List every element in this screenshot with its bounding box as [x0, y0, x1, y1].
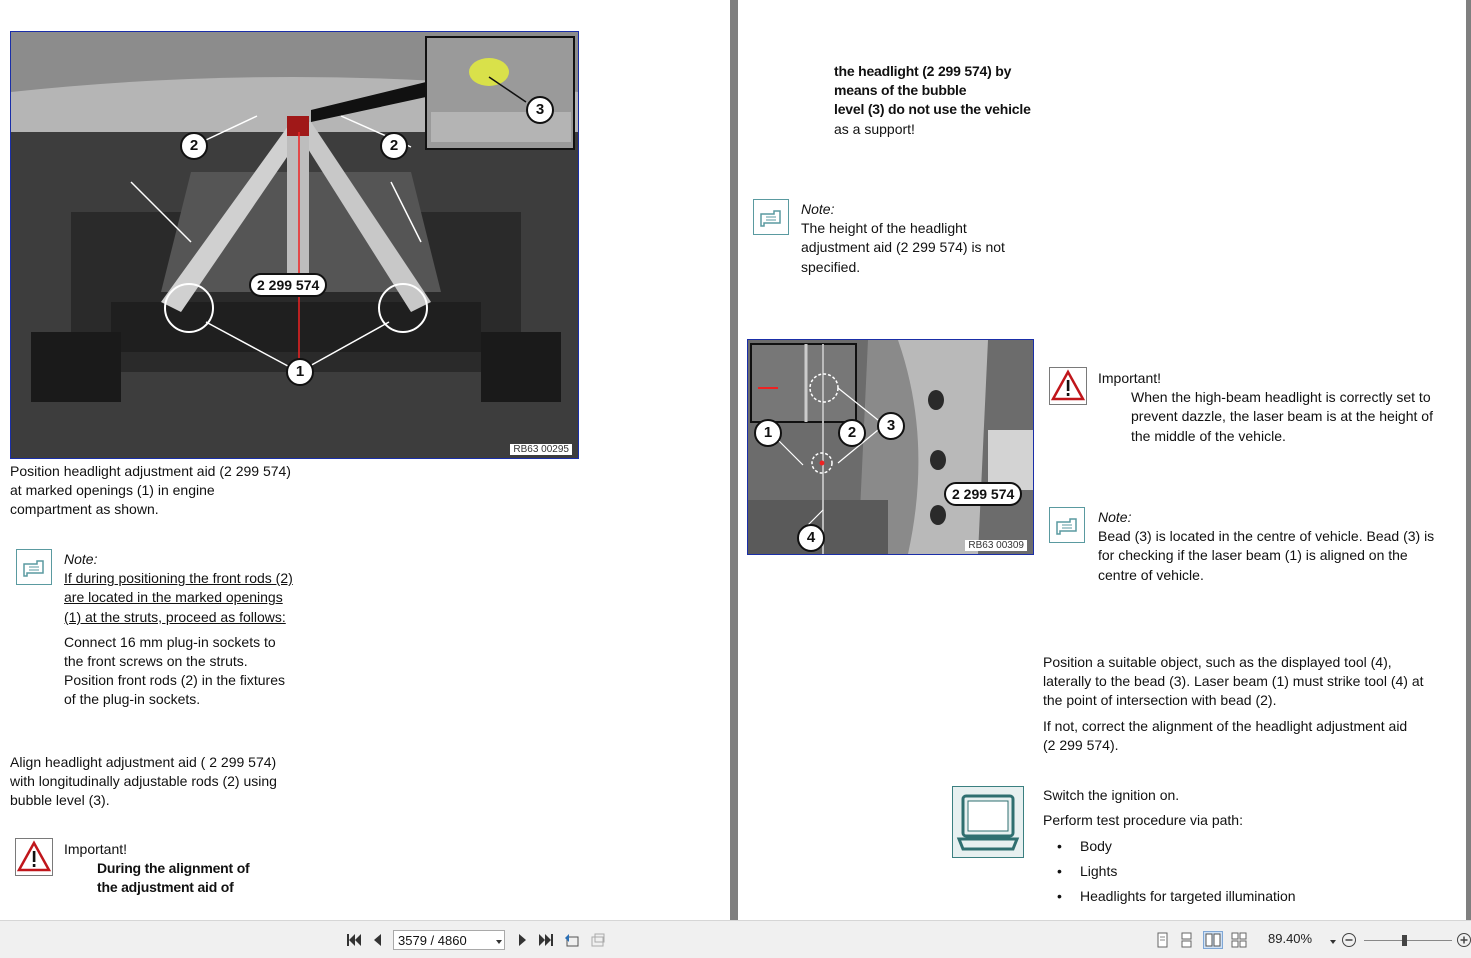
note-block-3: Note: Bead (3) is located in the centre of vehicle. Bead (3) is for checking if the laser beam (1) is aligned on the centre of vehicle.	[1098, 509, 1435, 583]
last-page-icon[interactable]	[538, 932, 554, 948]
list-item: • Headlights for targeted illumination	[1043, 887, 1296, 912]
callout-2-right: 2	[380, 132, 408, 160]
figure-ref: RB63 00295	[510, 444, 572, 455]
test-procedure-text: Perform test procedure via path:	[1043, 812, 1243, 828]
next-page-icon[interactable]	[514, 932, 530, 948]
note-block-2: Note: The height of the headlight adjustment aid (2 299 574) is not specified.	[801, 201, 1005, 275]
page-dropdown-icon[interactable]	[494, 934, 504, 944]
single-page-view-icon[interactable]	[1154, 932, 1170, 948]
important-block-1: Important! During the alignment of the adjustment aid of	[64, 841, 250, 896]
callout-2: 2	[838, 419, 866, 447]
note-hand-icon	[753, 199, 789, 235]
position-object-paragraph: Position a suitable object, such as the displayed tool (4), laterally to the bead (3). Laser beam (1) must strike tool (4) at the point of intersection with bead (2). If not, correct the alignment of the headlight adjustment aid (2 299 574).	[1043, 654, 1424, 753]
laser-beam-figure	[747, 339, 1034, 555]
first-page-icon[interactable]	[346, 932, 362, 948]
zoom-level[interactable]: 89.40%	[1268, 931, 1313, 946]
two-page-view-icon[interactable]	[1203, 931, 1223, 949]
important-continued: the headlight (2 299 574) by means of the bubble level (3) do not use the vehicle as a support!	[834, 63, 1031, 137]
engine-photo	[11, 32, 578, 458]
zoom-slider-thumb[interactable]	[1402, 935, 1407, 946]
callout-3: 3	[877, 412, 905, 440]
laser-photo	[748, 340, 1033, 554]
position-paragraph: Position headlight adjustment aid (2 299 574) at marked openings (1) in engine compartment as shown.	[10, 463, 291, 518]
list-item: • Body	[1043, 837, 1296, 862]
previous-page-icon[interactable]	[370, 932, 386, 948]
note-hand-icon	[1049, 507, 1085, 543]
page-number-input[interactable]: 3579 / 4860	[393, 930, 505, 950]
back-view-icon[interactable]	[564, 932, 580, 948]
document-page-left	[0, 0, 730, 920]
callout-1: 1	[286, 358, 314, 386]
document-page-right	[738, 0, 1466, 920]
forward-view-icon[interactable]	[590, 932, 606, 948]
continuous-view-icon[interactable]	[1178, 932, 1194, 948]
figure-ref: RB63 00309	[965, 540, 1027, 551]
callout-1: 1	[754, 419, 782, 447]
zoom-out-icon[interactable]	[1341, 932, 1357, 948]
part-number-label: 2 299 574	[249, 273, 327, 297]
test-path-list	[1043, 837, 1296, 912]
engine-compartment-figure	[10, 31, 579, 459]
zoom-dropdown-icon[interactable]	[1328, 934, 1338, 944]
callout-2-left: 2	[180, 132, 208, 160]
important-title: Important!	[1098, 370, 1162, 386]
list-item: • Lights	[1043, 862, 1296, 887]
align-paragraph: Align headlight adjustment aid ( 2 299 574) with longitudinally adjustable rods (2) using bubble level (3).	[10, 754, 277, 809]
callout-3: 3	[526, 96, 554, 124]
part-number-label: 2 299 574	[944, 482, 1022, 506]
note-title: Note:	[64, 551, 98, 567]
ignition-text: Switch the ignition on.	[1043, 787, 1180, 803]
warning-icon	[15, 838, 53, 876]
note-title: Note:	[1098, 509, 1132, 525]
note-title: Note:	[801, 201, 835, 217]
tester-monitor-icon	[952, 786, 1024, 858]
pdf-viewer-toolbar	[0, 920, 1471, 958]
warning-icon	[1049, 367, 1087, 405]
callout-4: 4	[797, 524, 825, 552]
important-block-2: Important! When the high-beam headlight is correctly set to prevent dazzle, the laser beam is at the height of the middle of the vehicle.	[1098, 370, 1433, 444]
zoom-slider-track[interactable]	[1364, 940, 1452, 941]
zoom-in-icon[interactable]	[1456, 932, 1471, 948]
note-block-1: Note: If during positioning the front rods (2) are located in the marked openings (1) at the struts, proceed as follows: Connect 16 mm plug-in sockets to the front screws on the struts. Position front rods (2) in the fixtures of the plug-in sockets.	[64, 551, 293, 708]
note-hand-icon	[16, 549, 52, 585]
two-page-continuous-icon[interactable]	[1231, 932, 1247, 948]
important-title: Important!	[64, 841, 128, 857]
